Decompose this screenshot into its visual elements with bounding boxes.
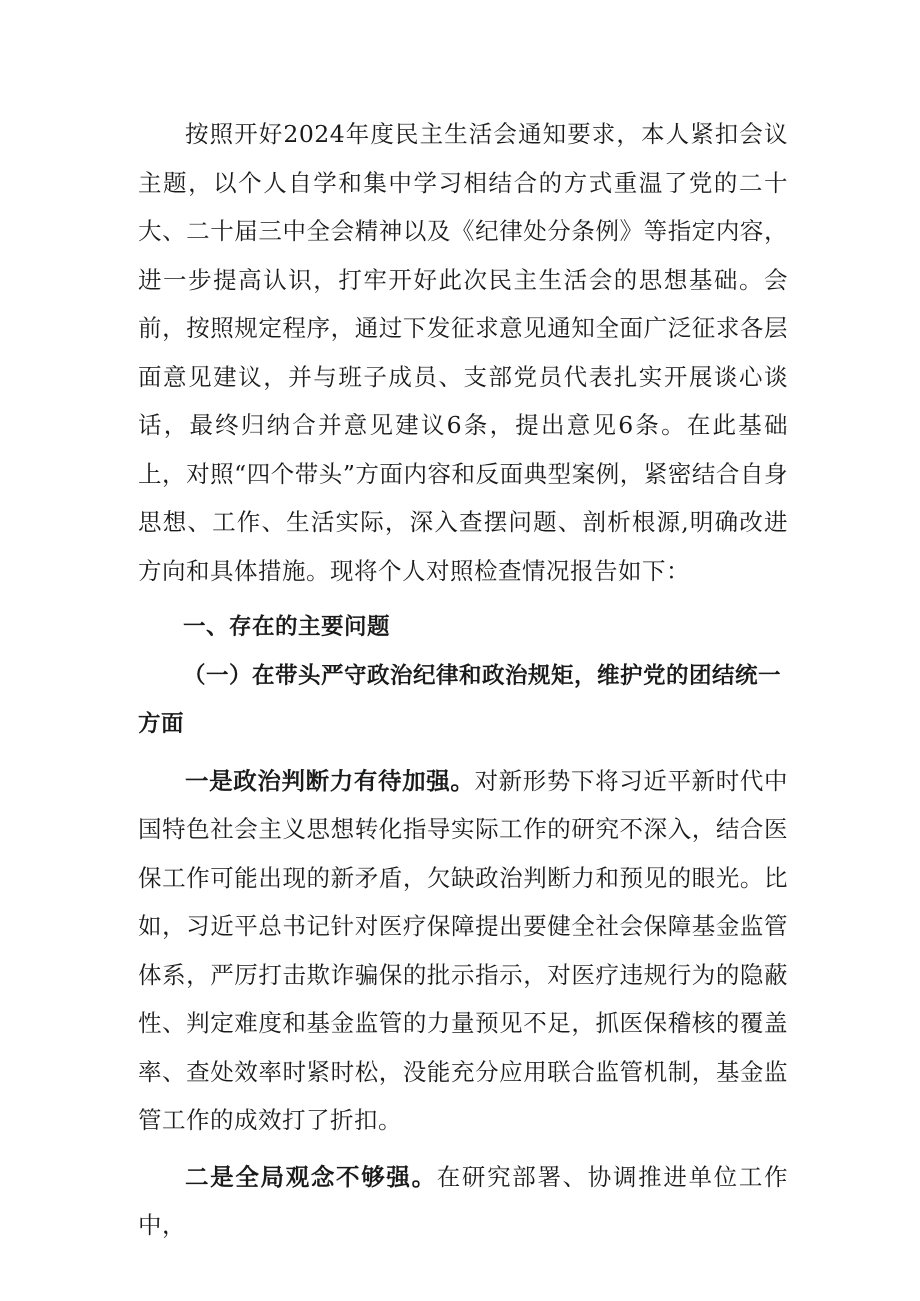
point-2-paragraph xyxy=(138,1153,788,1250)
document-body xyxy=(138,110,788,1250)
point-1-lead: 一是政治判断力有待加强。 xyxy=(185,766,475,795)
subsection-heading: （一）在带头严守政治纪律和政治规矩，维护党的团结统一方面 xyxy=(138,662,782,737)
point-1-paragraph xyxy=(138,757,788,1145)
point-1-body: 对新形势下将习近平新时代中国特色社会主义思想转化指导实际工作的研究不深入，结合医保工作可能出现的新矛盾，欠缺政治判断力和预见的眼光。比如，习近平总书记针对医疗保障提出要健全社会保障基金监管体系，严厉打击欺诈骗保的批示指示，对医疗违规行为的隐蔽性、判定难度和基金监管的力量预见不足，抓医保稽核的覆盖率、查处效率时紧时松，没能充分应用联合监管机制，基金监管工作的成效打了折扣。 xyxy=(138,766,788,1134)
section-heading: 一、存在的主要问题 xyxy=(183,614,391,640)
intro-paragraph: 按照开好2024年度民主生活会通知要求，本人紧扣会议主题，以个人自学和集中学习相结合的方式重温了党的二十大、二十届三中全会精神以及《纪律处分条例》等指定内容，进一步提高认识，打牢开好此次民主生活会的思想基础。会前，按照规定程序，通过下发征求意见通知全面广泛征求各层面意见建议，并与班子成员、支部党员代表扎实开展谈心谈话，最终归纳合并意见建议6条，提出意见6条。在此基础上，对照“四个带头”方面内容和反面典型案例，紧密结合自身思想、工作、生活实际，深入查摆问题、剖析根源,明确改进方向和具体措施。现将个人对照检查情况报告如下： xyxy=(138,120,788,585)
point-2-lead: 二是全局观念不够强。 xyxy=(185,1162,437,1191)
point-2-body: 在研究部署、协调推进单位工作中， xyxy=(138,1162,789,1239)
